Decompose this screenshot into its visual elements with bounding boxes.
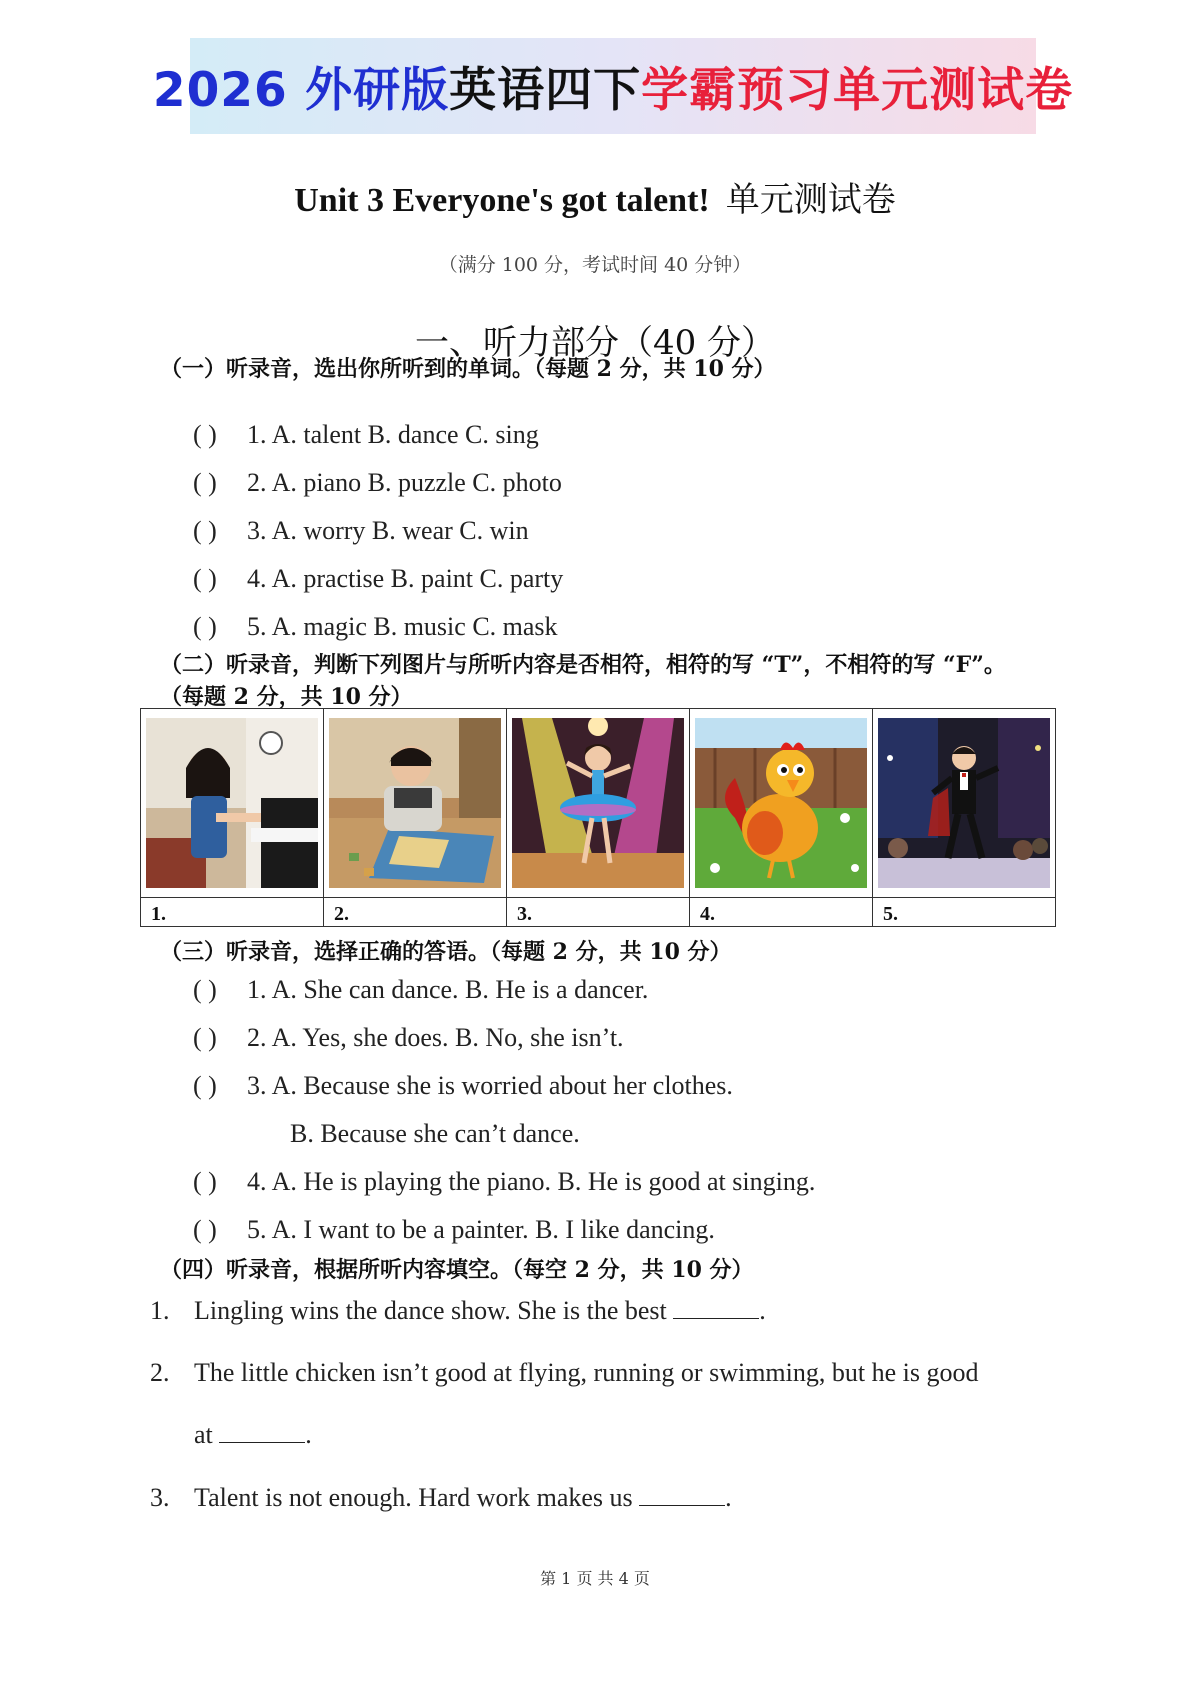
- part1-question: ( ) 2. A. piano B. puzzle C. photo: [193, 468, 562, 497]
- answer-bracket[interactable]: ( ): [193, 516, 217, 545]
- page-title: [0, 172, 1190, 221]
- picture-cell: [141, 709, 324, 898]
- title-chinese: 单元测试卷: [725, 182, 896, 219]
- part3-heading: （三）听录音，选择正确的答语。（每题 2 分，共 10 分）: [160, 939, 732, 965]
- answer-bracket[interactable]: ( ): [193, 1167, 217, 1196]
- exam-info: （满分 100 分，考试时间 40 分钟）: [438, 254, 752, 276]
- boy-magician-on-stage-image: [878, 718, 1050, 888]
- answer-bracket[interactable]: ( ): [193, 975, 217, 1004]
- picture-table: [140, 708, 1056, 927]
- part1-question: ( ) 3. A. worry B. wear C. win: [193, 516, 529, 545]
- picture-label: 5.: [873, 898, 1056, 927]
- page-number: 第 1 页 共 4 页: [540, 1569, 650, 1588]
- picture-cell: [690, 709, 873, 898]
- cartoon-rooster-image: [695, 718, 867, 888]
- answer-bracket[interactable]: ( ): [193, 1071, 217, 1100]
- part1-heading: （一）听录音，选出你所听到的单词。（每题 2 分，共 10 分）: [160, 356, 776, 382]
- picture-label: 2.: [324, 898, 507, 927]
- part1-question: ( ) 1. A. talent B. dance C. sing: [193, 420, 539, 449]
- answer-bracket[interactable]: ( ): [193, 1023, 217, 1052]
- answer-blank[interactable]: [673, 1296, 759, 1319]
- part3-question: ( ) 3. A. Because she is worried about her clothes.: [193, 1071, 733, 1100]
- part1-question: ( ) 5. A. magic B. music C. mask: [193, 612, 558, 641]
- picture-cell: [324, 709, 507, 898]
- banner-type: 学霸预习单元测试卷: [641, 62, 1074, 118]
- part2-heading-line2: （每题 2 分，共 10 分）: [160, 684, 413, 710]
- picture-cell: [873, 709, 1056, 898]
- title-english: Unit 3 Everyone's got talent!: [294, 182, 710, 219]
- part1-question: ( ) 4. A. practise B. paint C. party: [193, 564, 564, 593]
- answer-bracket[interactable]: ( ): [193, 1215, 217, 1244]
- fill-blank-item: 3. Talent is not enough. Hard work makes us .: [150, 1483, 732, 1512]
- header-banner: [152, 38, 1074, 134]
- picture-label: 1.: [141, 898, 324, 927]
- answer-blank[interactable]: [639, 1483, 725, 1506]
- picture-label: 3.: [507, 898, 690, 927]
- girl-playing-piano-image: [146, 718, 318, 888]
- girl-dancing-on-stage-image: [512, 718, 684, 888]
- part4-heading: （四）听录音，根据所听内容填空。（每空 2 分，共 10 分）: [160, 1257, 754, 1283]
- part3-question: ( ) 1. A. She can dance. B. He is a dancer.: [193, 975, 649, 1004]
- fill-blank-item: 2. The little chicken isn’t good at flying, running or swimming, but he is good: [150, 1358, 979, 1387]
- answer-bracket[interactable]: ( ): [193, 420, 217, 449]
- answer-bracket[interactable]: ( ): [193, 612, 217, 641]
- part3-question: ( ) 5. A. I want to be a painter. B. I like dancing.: [193, 1215, 715, 1244]
- section-heading-listening: 一、听力部分（40 分）: [414, 323, 776, 363]
- part3-q3-option-b: B. Because she can’t dance.: [290, 1119, 580, 1148]
- part3-question: ( ) 4. A. He is playing the piano. B. He is good at singing.: [193, 1167, 816, 1196]
- answer-bracket[interactable]: ( ): [193, 468, 217, 497]
- answer-blank[interactable]: [219, 1420, 305, 1443]
- boy-doing-puzzle-image: [329, 718, 501, 888]
- fill-blank-item: 1. Lingling wins the dance show. She is the best .: [150, 1296, 766, 1325]
- part3-question: ( ) 2. A. Yes, she does. B. No, she isn’t.: [193, 1023, 624, 1052]
- fill-blank-item-continuation: at .: [194, 1420, 312, 1449]
- banner-edition: 2026 外研版: [152, 62, 450, 118]
- answer-bracket[interactable]: ( ): [193, 564, 217, 593]
- picture-cell: [507, 709, 690, 898]
- banner-subject: 英语四下: [449, 62, 642, 118]
- picture-label: 4.: [690, 898, 873, 927]
- part2-heading-line1: （二）听录音，判断下列图片与所听内容是否相符，相符的写 “T”，不相符的写 “F”。: [160, 652, 1006, 678]
